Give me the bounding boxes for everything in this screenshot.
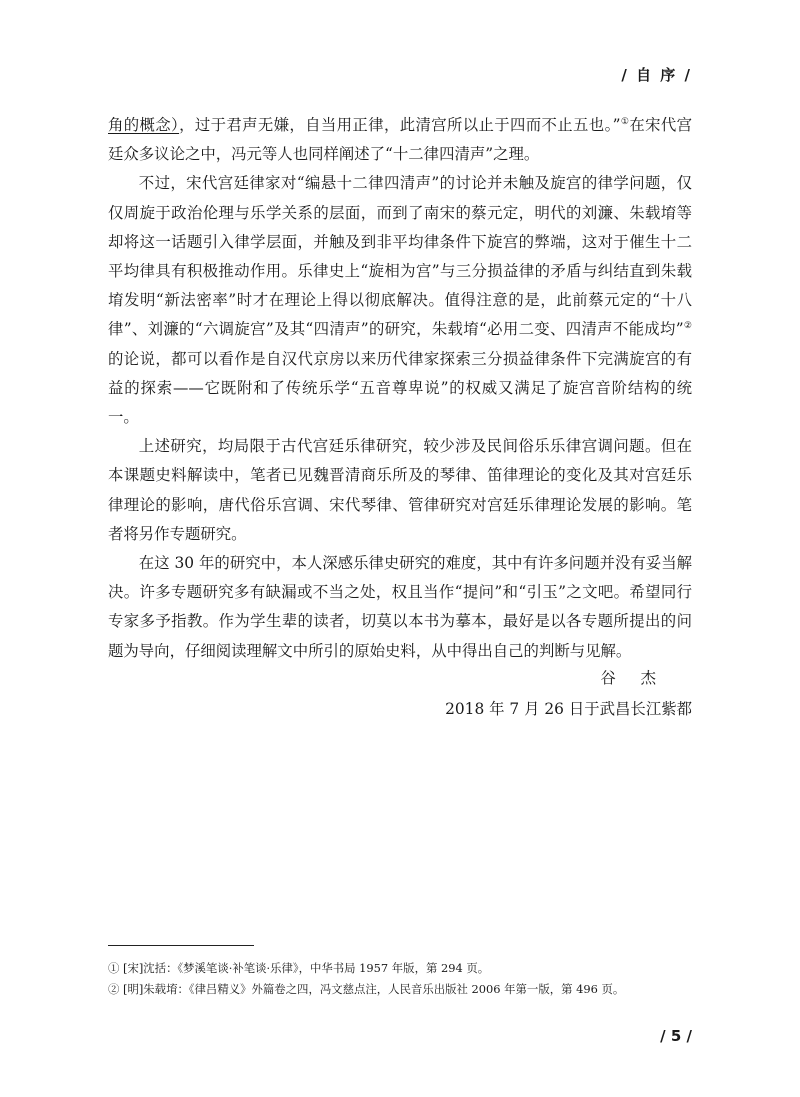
- paragraph-4: 在这 30 年的研究中，本人深感乐律史研究的难度，其中有许多问题并没有妥当解决。许多专题研究多有缺漏或不当之处，权且当作“提问”和“引玉”之文吧。希望同行专家多予指教。作为学生辈的读者，切莫以本书为摹本，最好是以各专题所提出的问题为导向，仔细阅读理解文中所引的原始史料，从中得出自己的判断与见解。: [108, 554, 692, 660]
- footnote-1: ① [宋]沈括：《梦溪笔谈·补笔谈·乐律》，中华书局 1957 年版，第 294 页。: [108, 961, 490, 975]
- paragraph-1: [108, 111, 692, 169]
- underlined-phrase: 角的概念）: [108, 116, 180, 134]
- paragraph-2-text: 不过，宋代宫廷律家对“编悬十二律四清声”的讨论并未触及旋宫的律学问题，仅仅周旋于政治伦理与乐学关系的层面，而到了南宋的蔡元定，明代的刘濂、朱载堉等却将这一话题引入律学层面，并触及到非平均律条件下旋宫的弊端，这对于催生十二平均律具有积极推动作用。乐律史上“旋相为宫”与三分损益律的矛盾与纠结直到朱载堉发明“新法密率”时才在理论上得以彻底解决。值得注意的是，此前蔡元定的“十八律”、刘濂的“六调旋宫”及其“四清声”的研究，朱载堉“必用二变、四清声不能成均”: [108, 174, 692, 339]
- footnote-rule: [108, 945, 254, 946]
- paragraph-1-text-after: 在宋代宫廷众多议论之中，冯元等人也同样阐述了“十二律四清声”之理。: [108, 116, 692, 164]
- paragraph-3: 上述研究，均局限于古代宫廷乐律研究，较少涉及民间俗乐乐律宫调问题。但在本课题史料解读中，笔者已见魏晋清商乐所及的琴律、笛律理论的变化及其对宫廷乐律理论的影响，唐代俗乐宫调、宋代琴律、管律研究对宫廷乐律理论发展的影响。笔者将另作专题研究。: [108, 437, 692, 543]
- page-number: / 5 /: [660, 1027, 692, 1045]
- paragraph-2-text-after: 的论说，都可以看作是自汉代京房以来历代律家探索三分损益律条件下完满旋宫的有益的探索——它既附和了传统乐学“五音尊卑说”的权威又满足了旋宫音阶结构的统一。: [108, 349, 692, 427]
- author-name: 谷 杰: [600, 669, 666, 687]
- footnote-2: ② [明]朱载堉：《律吕精义》外篇卷之四，冯文慈点注，人民音乐出版社 2006 年第一版，第 496 页。: [108, 982, 625, 996]
- signature-date: 2018 年 7 月 26 日于武昌长江紫都: [445, 700, 692, 718]
- footnotes: [108, 958, 708, 1000]
- footnote-ref-1[interactable]: ①: [620, 116, 630, 127]
- paragraph-2: [108, 169, 692, 432]
- footnote-ref-2[interactable]: ②: [683, 321, 693, 332]
- signature-block: [445, 663, 692, 725]
- running-head: / 自 序 /: [621, 66, 692, 84]
- body-text: [108, 111, 692, 666]
- paragraph-1-text: ，过于君声无嫌，自当用正律，此清宫所以止于四而不止五也。”: [179, 116, 621, 134]
